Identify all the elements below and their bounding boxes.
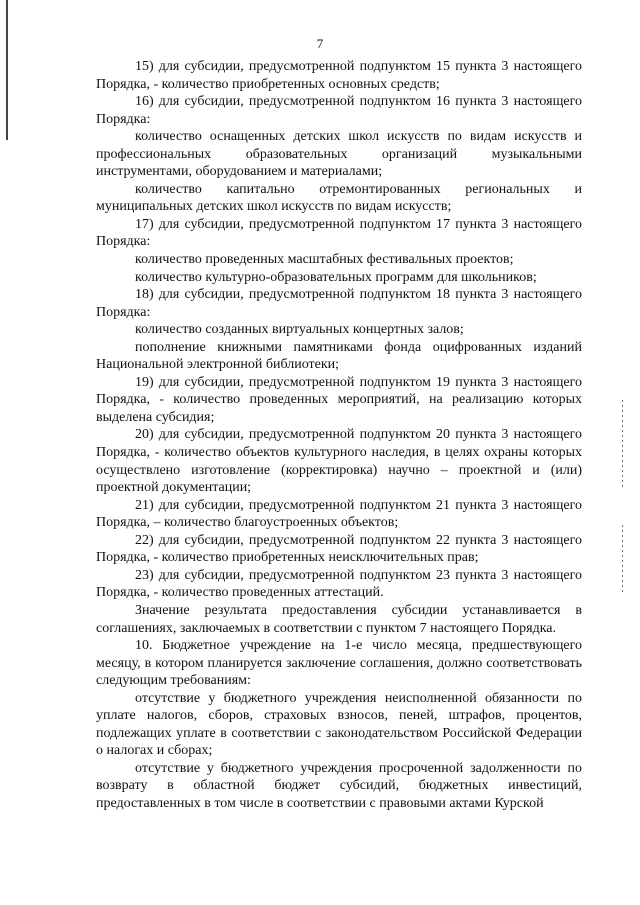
scan-margin-mark — [622, 400, 623, 490]
paragraph-item-17-indicator-1: количество проведенных масштабных фестивальных проектов; — [135, 252, 514, 268]
document-body — [96, 58, 582, 813]
paragraph-item-18-indicator-1: количество созданных виртуальных концертных залов; — [135, 322, 464, 338]
paragraph-item-16-indicator-2: количество капитально отремонтированных региональных и муниципальных детских школ искусств по видам искусств; — [96, 181, 582, 215]
scan-margin-mark — [622, 525, 623, 595]
paragraph-section-10: 10. Бюджетное учреждение на 1-е число месяца, предшествующего месяцу, в котором планируется заключение соглашения, должно соответствовать следующим требованиям: — [96, 638, 582, 689]
paragraph-item-15: 15) для субсидии, предусмотренной подпунктом 15 пункта 3 настоящего Порядка, - количество приобретенных основных средств; — [96, 59, 582, 92]
paragraph-item-16: 16) для субсидии, предусмотренной подпунктом 16 пункта 3 настоящего Порядка: — [96, 94, 582, 127]
paragraph-item-17-indicator-2: количество культурно-образовательных программ для школьников; — [135, 269, 537, 285]
paragraph-item-21: 21) для субсидии, предусмотренной подпунктом 21 пункта 3 настоящего Порядка, – количество благоустроенных объектов; — [96, 497, 582, 531]
paragraph-item-23: 23) для субсидии, предусмотренной подпунктом 23 пункта 3 настоящего Порядка, - количество проведенных аттестаций. — [96, 567, 582, 601]
paragraph-item-18-indicator-2: пополнение книжными памятниками фонда оцифрованных изданий Национальной электронной библиотеки; — [96, 339, 582, 373]
scan-edge-line — [6, 0, 8, 140]
paragraph-item-19: 19) для субсидии, предусмотренной подпунктом 19 пункта 3 настоящего Порядка, - количество проведенных мероприятий, на реализацию которых выделена субсидия; — [96, 374, 582, 425]
paragraph-item-16-indicator-1: количество оснащенных детских школ искусств по видам искусств и профессиональных образовательных организаций музыкальными инструментами, оборудованием и материалами; — [96, 129, 582, 180]
page-number: 7 — [316, 36, 324, 51]
paragraph-requirement-taxes: отсутствие у бюджетного учреждения неисполненной обязанности по уплате налогов, сборов, страховых взносов, пеней, штрафов, процентов, подлежащих уплате в соответствии с законодательством Российской Федерации о налогах и сборах; — [96, 690, 582, 759]
paragraph-item-17: 17) для субсидии, предусмотренной подпунктом 17 пункта 3 настоящего Порядка: — [96, 216, 582, 250]
paragraph-requirement-debt: отсутствие у бюджетного учреждения просроченной задолженности по возврату в областной бюджет субсидий, бюджетных инвестиций, предоставленных в том числе в соответствии с правовыми актами Курской — [96, 760, 582, 811]
paragraph-result-value: Значение результата предоставления субсидии устанавливается в соглашениях, заключаемых в соответствии с пунктом 7 настоящего Порядка. — [96, 602, 582, 636]
paragraph-item-20: 20) для субсидии, предусмотренной подпунктом 20 пункта 3 настоящего Порядка, - количество объектов культурного наследия, в целях охраны которых осуществлено изготовление (корректировка) научно – проектной и (или) проектной документации; — [96, 427, 582, 496]
paragraph-item-18: 18) для субсидии, предусмотренной подпунктом 18 пункта 3 настоящего Порядка: — [96, 287, 582, 320]
paragraph-item-22: 22) для субсидии, предусмотренной подпунктом 22 пункта 3 настоящего Порядка, - количество приобретенных неисключительных прав; — [96, 532, 582, 566]
